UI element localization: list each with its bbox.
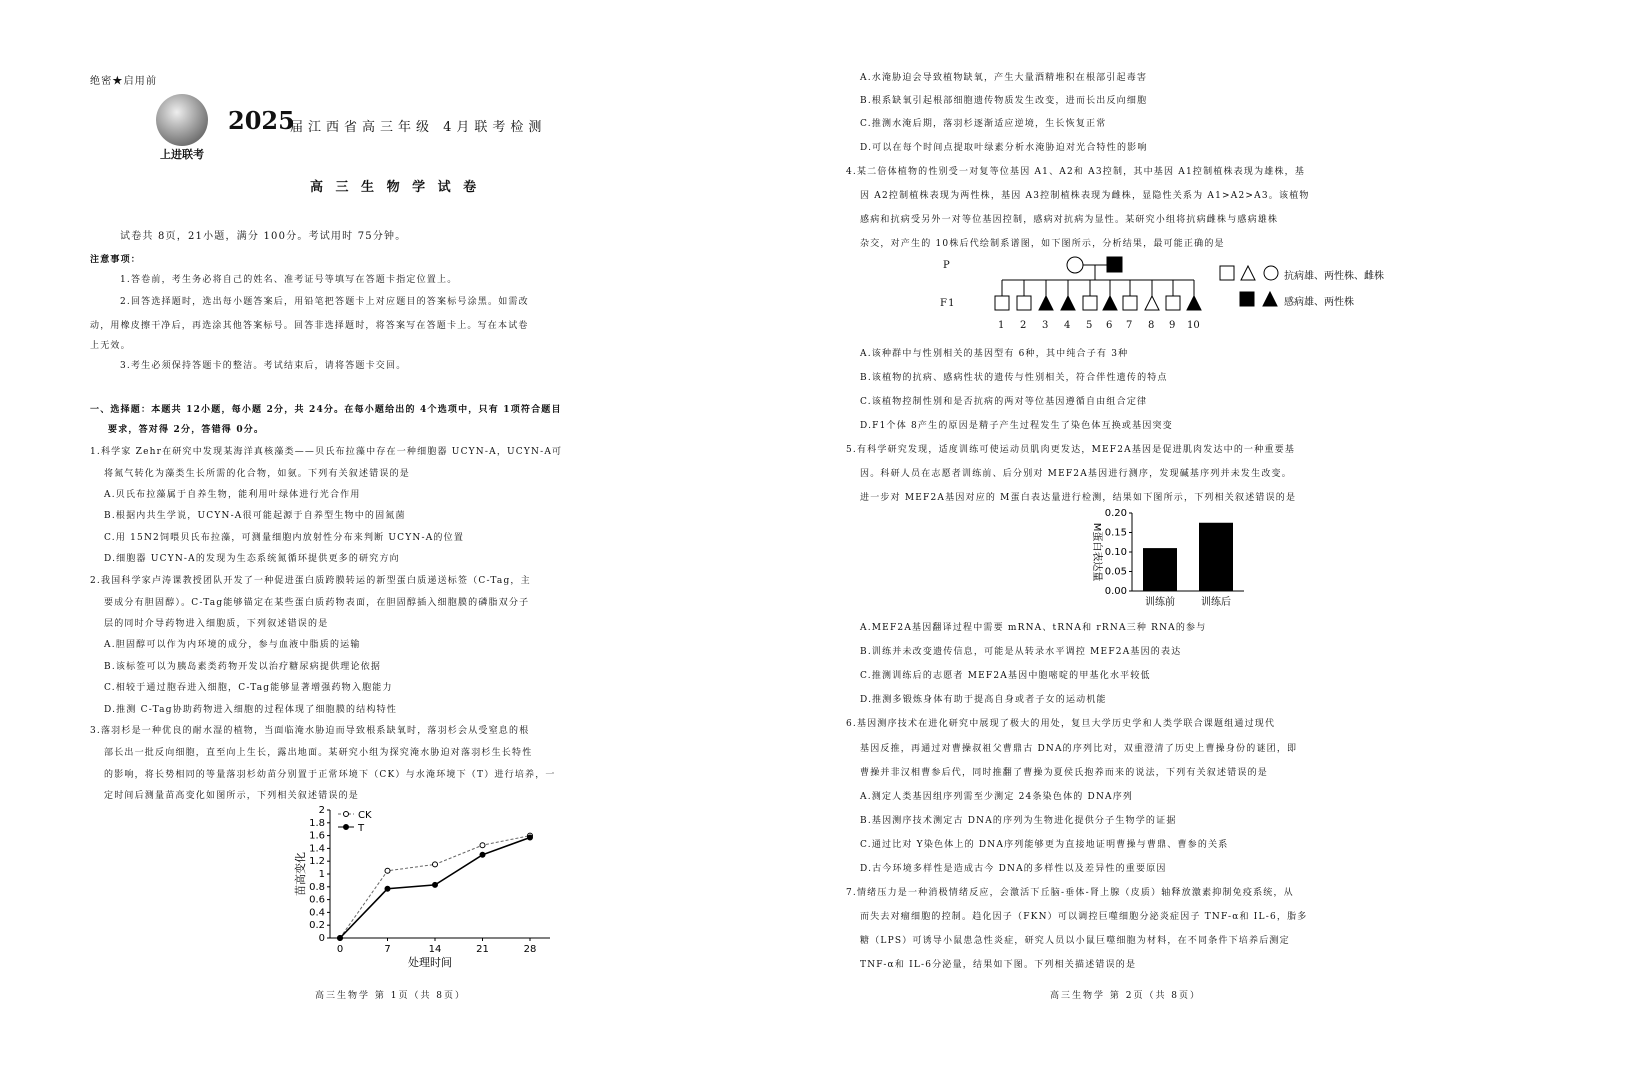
legend-susceptible: 感病雄、两性株 xyxy=(1284,297,1354,308)
y-tick-label: 0.4 xyxy=(309,907,325,919)
q4-option-d: D.F1个体 8产生的原因是精子产生过程发生了染色体互换或基因突变 xyxy=(860,421,1173,431)
y-tick-label: 0.10 xyxy=(1104,547,1127,558)
q2-option-a: A.胆固醇可以作为内环境的成分，参与血液中脂质的运输 xyxy=(104,640,361,650)
q2-option-d: D.推测 C-Tag协助药物进入细胞的过程体现了细胞膜的结构特性 xyxy=(104,705,398,715)
q6-option-a: A.测定人类基因组序列需至少测定 24条染色体的 DNA序列 xyxy=(860,792,1134,802)
data-point-CK xyxy=(480,843,485,848)
q4-stem-2: 因 A2控制植株表现为两性株，基因 A3控制植株表现为雌株，显隐性关系为 A1>A2>A3。该植物 xyxy=(860,191,1310,201)
notice-3: 3.考生必须保持答题卡的整洁。考试结束后，请将答题卡交回。 xyxy=(120,361,407,371)
y-tick-label: 1.6 xyxy=(309,830,325,842)
exam-title: 届江西省高三年级 4月联考检测 xyxy=(290,120,547,135)
legend-label-T: T xyxy=(358,823,365,834)
q1-option-c: C.用 15N2饲喂贝氏布拉藻，可测量细胞内放射性分布来判断 UCYN-A的位置 xyxy=(104,533,465,543)
x-tick-label: 14 xyxy=(428,944,442,955)
x-tick-label: 训练后 xyxy=(1201,597,1231,608)
q6-stem: 6.基因测序技术在进化研究中展现了极大的用处，复旦大学历史学和人类学联合课题组通过现代 xyxy=(846,719,1276,729)
logo-text: 上进联考 xyxy=(160,148,204,161)
ind-2: 2 xyxy=(1020,320,1027,331)
pedigree-p-label: P xyxy=(943,260,951,271)
q7-stem: 7.情绪压力是一种消极情绪反应，会激活下丘脑-垂体-肾上腺（皮质）轴释放激素抑制免疫系统，从 xyxy=(846,888,1294,898)
q7-stem-4: TNF-α和 IL-6分泌量，结果如下图。下列相关描述错误的是 xyxy=(860,960,1137,970)
q4-stem-4: 杂交，对产生的 10株后代绘制系谱图，如下图所示，分析结果，最可能正确的是 xyxy=(860,239,1225,249)
ind-1: 1 xyxy=(998,320,1005,331)
q4-option-b: B.该植物的抗病、感病性状的遗传与性别相关，符合伴性遗传的特点 xyxy=(860,373,1168,383)
logo xyxy=(156,94,208,146)
q2-stem-3: 层的同时介导药物进入细胞质，下列叙述错误的是 xyxy=(104,619,329,629)
notice-2: 2.回答选择题时，选出每小题答案后，用铅笔把答题卡上对应题目的答案标号涂黑。如需改 xyxy=(120,297,529,307)
legend-marker-CK xyxy=(344,812,349,817)
legend-resistant: 抗病雄、两性株、雌株 xyxy=(1284,271,1384,282)
left-page xyxy=(90,0,810,1079)
ind-5: 5 xyxy=(1086,320,1093,331)
section-heading-2: 要求，答对得 2分，答错得 0分。 xyxy=(108,425,265,435)
q3-option-a: A.水淹胁迫会导致植物缺氧，产生大量酒精堆积在根部引起毒害 xyxy=(860,73,1148,83)
q5-option-b: B.训练并未改变遗传信息，可能是从转录水平调控 MEF2A基因的表达 xyxy=(860,647,1182,657)
q1-option-b: B.根据内共生学说，UCYN-A很可能起源于自养型生物中的固氮菌 xyxy=(104,511,406,521)
y-tick-label: 1.2 xyxy=(309,856,325,868)
x-tick-label: 0 xyxy=(336,944,344,955)
ind-9: 9 xyxy=(1169,320,1176,331)
section-heading: 一、选择题：本题共 12小题，每小题 2分，共 24分。在每小题给出的 4个选项中，只有 1项符合题目 xyxy=(90,405,562,415)
legend-marker-T xyxy=(344,825,349,830)
q1-option-a: A.贝氏布拉藻属于自养生物，能利用叶绿体进行光合作用 xyxy=(104,490,361,500)
data-point-CK xyxy=(385,868,390,873)
ind-7: 7 xyxy=(1126,320,1133,331)
y-tick-label: 0.00 xyxy=(1104,586,1127,597)
ind-4: 4 xyxy=(1064,320,1071,331)
notice-2b: 动，用橡皮擦干净后，再选涂其他答案标号。回答非选择题时，将答案写在答题卡上。写在本试卷 xyxy=(90,321,529,331)
q5-stem: 5.有科学研究发现，适度训练可使运动员肌肉更发达，MEF2A基因是促进肌肉发达中的一种重要基 xyxy=(846,445,1296,455)
q6-stem-2: 基因反推，再通过对曹操叔祖父曹鼎古 DNA的序列比对，双重澄清了历史上曹操身份的谜团，即 xyxy=(860,744,1298,754)
y-tick-label: 1.8 xyxy=(309,817,325,829)
q1-stem-2: 将氮气转化为藻类生长所需的化合物，如氨。下列有关叙述错误的是 xyxy=(104,469,411,479)
q7-stem-2: 而失去对瘤细胞的控制。趋化因子（FKN）可以调控巨噬细胞分泌炎症因子 TNF-α和 IL-6，脂多 xyxy=(860,912,1308,922)
q4-option-a: A.该种群中与性别相关的基因型有 6种，其中纯合子有 3种 xyxy=(860,349,1129,359)
q2-stem: 2.我国科学家卢涛课教授团队开发了一种促进蛋白质跨膜转运的新型蛋白质递送标签（C-Tag，主 xyxy=(90,576,531,586)
q4-option-c: C.该植物控制性别和是否抗病的两对等位基因遵循自由组合定律 xyxy=(860,397,1148,407)
intro: 试卷共 8页，21小题，满分 100分。考试用时 75分钟。 xyxy=(120,231,407,242)
q6-option-d: D.古今环境多样性是造成古今 DNA的多样性以及差异性的重要原因 xyxy=(860,864,1167,874)
x-tick-label: 21 xyxy=(476,944,489,955)
q4-stem: 4.某二倍体植物的性别受一对复等位基因 A1、A2和 A3控制，其中基因 A1控制植株表现为雄株，基 xyxy=(846,167,1306,177)
y-tick-label: 0.05 xyxy=(1104,566,1127,578)
ind-6: 6 xyxy=(1106,320,1113,331)
right-page xyxy=(846,0,1560,1079)
q2-option-b: B.该标签可以为胰岛素类药物开发以治疗糖尿病提供理论依据 xyxy=(104,662,382,672)
q3-stem-2: 部长出一批反向细胞，直至向上生长，露出地面。某研究小组为探究淹水胁迫对落羽杉生长特性 xyxy=(104,748,533,758)
y-tick-label: 0.2 xyxy=(309,920,325,932)
q5-option-c: C.推测训练后的志愿者 MEF2A基因中胞嘧啶的甲基化水平较低 xyxy=(860,671,1151,681)
y-tick-label: 0.8 xyxy=(309,881,325,893)
q3-option-c: C.推测水淹后期，落羽杉逐渐适应逆境，生长恢复正常 xyxy=(860,119,1107,129)
ind-10: 10 xyxy=(1187,320,1200,331)
y-axis-label: 苗高变化 xyxy=(294,852,307,896)
y-tick-label: 0.20 xyxy=(1104,508,1127,519)
data-point-T xyxy=(528,835,533,840)
pedigree-f1-label: F1 xyxy=(940,298,956,309)
q4-stem-3: 感病和抗病受另外一对等位基因控制，感病对抗病为显性。某研究小组将抗病雌株与感病雄株 xyxy=(860,215,1279,225)
secret-label: 绝密★启用前 xyxy=(90,76,158,87)
notice-2c: 上无效。 xyxy=(90,341,131,351)
y-tick-label: 0.15 xyxy=(1104,527,1127,539)
q3-stem-4: 定时间后测量苗高变化如图所示，下列相关叙述错误的是 xyxy=(104,791,360,801)
q2-option-c: C.相较于通过胞吞进入细胞，C-Tag能够显著增强药物入胞能力 xyxy=(104,683,393,693)
q6-option-c: C.通过比对 Y染色体上的 DNA序列能够更为直接地证明曹操与曹鼎、曹参的关系 xyxy=(860,840,1229,850)
q3-stem-3: 的影响，将长势相同的等量落羽杉幼苗分别置于正常环境下（CK）与水淹环境下（T）进行培养，一 xyxy=(104,770,556,780)
data-point-T xyxy=(338,936,343,941)
notice-title: 注意事项： xyxy=(90,255,142,265)
x-axis-label: 处理时间 xyxy=(408,956,452,969)
legend-label-CK: CK xyxy=(358,810,372,821)
y-tick-label: 2 xyxy=(318,805,325,816)
data-point-T xyxy=(433,882,438,887)
seedling-height-chart xyxy=(290,800,570,975)
q5-stem-3: 进一步对 MEF2A基因对应的 M蛋白表达量进行检测，结果如下图所示，下列相关叙述错误的是 xyxy=(860,493,1297,503)
q7-stem-3: 糖（LPS）可诱导小鼠患急性炎症，研究人员以小鼠巨噬细胞为材料，在不同条件下培养后测定 xyxy=(860,936,1290,946)
q5-stem-2: 因。科研人员在志愿者训练前、后分别对 MEF2A基因进行测序，发现碱基序列并未发生改变。 xyxy=(860,469,1292,479)
x-tick-label: 28 xyxy=(523,944,537,955)
bar-2 xyxy=(1199,523,1233,591)
y-tick-label: 0.6 xyxy=(309,894,325,906)
y-tick-label: 0 xyxy=(318,933,325,944)
pedigree-legend xyxy=(1218,262,1418,312)
q3-option-d: D.可以在每个时间点提取叶绿素分析水淹胁迫对光合特性的影响 xyxy=(860,143,1148,153)
ind-3: 3 xyxy=(1042,320,1049,331)
q5-option-d: D.推测多锻炼身体有助于提高自身或者子女的运动机能 xyxy=(860,695,1107,705)
m-protein-chart xyxy=(1084,505,1254,615)
q2-stem-2: 要成分有胆固醇）。C-Tag能够锚定在某些蛋白质药物表面，在胆固醇插入细胞膜的磷脂双分子 xyxy=(104,598,530,608)
y-tick-label: 1.4 xyxy=(309,843,325,855)
q6-stem-3: 曹操并非汉相曹参后代，同时推翻了曹操为夏侯氏抱养而来的说法，下列有关叙述错误的是 xyxy=(860,768,1269,778)
y-tick-label: 1 xyxy=(318,869,325,880)
ind-8: 8 xyxy=(1148,320,1155,331)
data-point-T xyxy=(385,886,390,891)
y-axis-label: M蛋白表达量 xyxy=(1091,522,1102,582)
q3-stem: 3.落羽杉是一种优良的耐水湿的植物，当面临淹水胁迫而导致根系缺氧时，落羽杉会从受窒息的根 xyxy=(90,726,530,736)
x-tick-label: 7 xyxy=(384,944,391,955)
q1-stem: 1.科学家 Zehr在研究中发现某海洋真核藻类——贝氏布拉藻中存在一种细胞器 UCYN-A，UCYN-A可 xyxy=(90,447,563,457)
q1-option-d: D.细胞器 UCYN-A的发现为生态系统氮循环提供更多的研究方向 xyxy=(104,554,400,564)
page-footer-left: 高三生物学 第 1页（共 8页） xyxy=(315,991,467,1001)
exam-year: 2025 xyxy=(228,106,295,135)
data-point-T xyxy=(480,852,485,857)
paper-title: 高 三 生 物 学 试 卷 xyxy=(310,180,481,195)
q5-option-a: A.MEF2A基因翻译过程中需要 mRNA、tRNA和 rRNA三种 RNA的参与 xyxy=(860,623,1207,633)
pedigree-numbers xyxy=(998,320,1208,334)
x-tick-label: 训练前 xyxy=(1145,597,1175,608)
q6-option-b: B.基因测序技术测定古 DNA的序列为生物进化提供分子生物学的证据 xyxy=(860,816,1177,826)
notice-1: 1.答卷前，考生务必将自己的姓名、准考证号等填写在答题卡指定位置上。 xyxy=(120,275,458,285)
bar-1 xyxy=(1143,548,1177,591)
q3-option-b: B.根系缺氧引起根部细胞遗传物质发生改变，进而长出反向细胞 xyxy=(860,96,1148,106)
page-footer-right: 高三生物学 第 2页（共 8页） xyxy=(1050,991,1202,1001)
data-point-CK xyxy=(433,862,438,867)
